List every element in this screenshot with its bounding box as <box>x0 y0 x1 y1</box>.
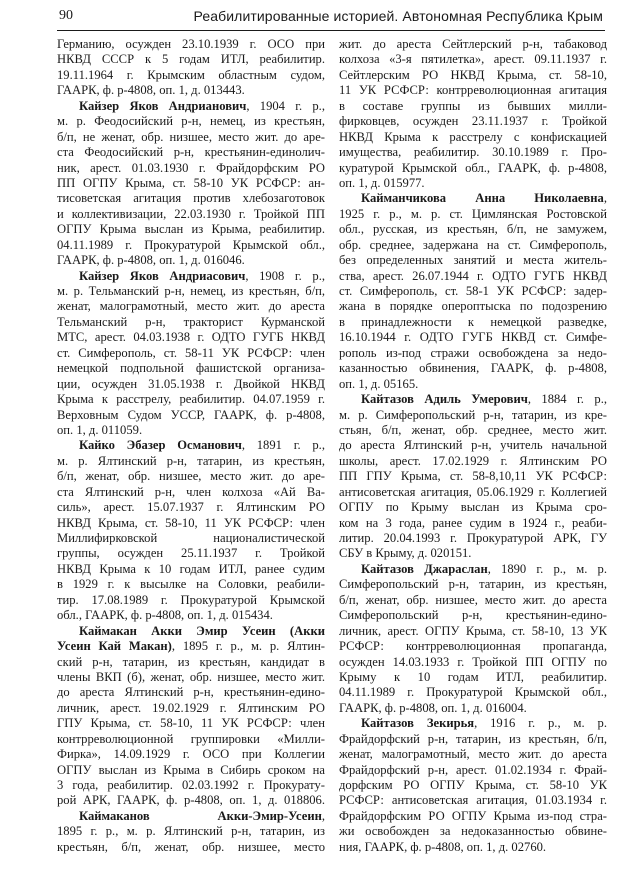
text-line <box>57 161 325 176</box>
text-line <box>57 778 325 793</box>
line-text: , 1904 г. р., <box>246 98 325 113</box>
text-line <box>57 423 325 438</box>
text-line <box>339 763 607 778</box>
line-text: обл., русская, из крестьян, б/п, не замужем, <box>339 222 607 237</box>
text-line <box>57 238 325 253</box>
line-text: ст. Симферополь, ст. 58-11 УК РСФСР: член <box>57 345 325 360</box>
line-text: рой АРК, ГААРК, ф. р-4808, оп. 1, д. 018806. <box>57 793 325 808</box>
text-line <box>339 191 607 206</box>
text-line <box>339 778 607 793</box>
line-text: немецкой подпольной фашистской организа- <box>57 361 325 376</box>
line-text: тисоветская агитация против хлебозаготовок <box>57 191 325 206</box>
line-text: 16.10.1944 г. ОДТО ГУГБ НКВД ст. Симфе- <box>339 330 607 345</box>
line-text: ста Ялтинский р-н, член колхоза «Ай Ва- <box>57 484 325 499</box>
line-text: антисоветская агитация, 05.06.1929 г. Коллегией <box>339 484 607 499</box>
text-line <box>57 716 325 731</box>
line-text: Сейтлерским РО НКВД Крыма, ст. 58-10, <box>339 67 607 82</box>
line-text: в принадлежности к немецкой разведке, <box>339 314 607 329</box>
line-text: до ареста Ялтинский р-н, учитель начальной <box>339 438 607 453</box>
line-text: куратурой Крымской обл., ГААРК, ф. р-4808, <box>339 160 607 175</box>
text-line <box>339 546 607 561</box>
text-line <box>57 763 325 778</box>
text-line <box>339 516 607 531</box>
text-line <box>57 577 325 592</box>
text-line <box>339 176 607 191</box>
text-line <box>339 361 607 376</box>
line-text: имущества, реабилитир. 30.10.1989 г. Про- <box>339 145 607 160</box>
line-text: НКВД Крыма, ст. 58-10, 11 УК РСФСР: член <box>57 515 325 530</box>
line-text: школы, арест. 17.02.1929 г. Ялтинским РО <box>339 453 607 468</box>
text-line <box>57 222 325 237</box>
text-line <box>57 747 325 762</box>
text-line <box>339 145 607 160</box>
entry-name: Кайко Эбазер Османович <box>79 438 242 453</box>
line-text: Миллифирковской националистической <box>57 531 325 545</box>
line-text: в 1929 г. к высылке на Соловки, реабили- <box>57 577 325 592</box>
line-text: Крыма к расстрелу, реабилитир. 04.07.1959 г. <box>57 392 325 407</box>
text-line <box>57 824 325 839</box>
text-line <box>339 114 607 129</box>
text-line <box>339 701 607 716</box>
header-rule <box>57 30 605 31</box>
text-line <box>339 469 607 484</box>
text-line <box>57 608 325 623</box>
line-text: рополь из-под стражи освобождена за недо- <box>339 345 607 360</box>
text-line <box>57 114 325 129</box>
line-text: крестьян, б/п, женат, обр. низшее, место <box>57 839 325 854</box>
text-line <box>339 284 607 299</box>
text-line <box>57 330 325 345</box>
text-line <box>339 161 607 176</box>
page-number: 90 <box>59 8 73 23</box>
text-line <box>339 207 607 222</box>
line-text: РСФСР: антисоветская агитация, 01.03.1934 г. <box>339 793 607 808</box>
text-line <box>339 222 607 237</box>
text-line <box>57 99 325 114</box>
text-line <box>339 624 607 639</box>
text-line <box>339 130 607 145</box>
text-line <box>339 809 607 824</box>
text-line <box>57 130 325 145</box>
text-line <box>339 655 607 670</box>
line-text: оп. 1, д. 015977. <box>339 175 425 190</box>
entry-name: Кайзер Яков Андриасович <box>79 268 246 283</box>
text-line <box>57 176 325 191</box>
text-line <box>339 824 607 839</box>
line-text: 1925 г. р., м. р. ст. Цимлянская Ростовской <box>339 206 607 221</box>
line-text: обр. среднее, задержана на ст. Симферополь, <box>339 237 607 252</box>
text-line <box>339 423 607 438</box>
text-line <box>57 408 325 423</box>
text-line <box>339 670 607 685</box>
text-line <box>57 670 325 685</box>
line-text: Верховным Судом УССР, ГААРК, ф. р-4808, <box>57 407 325 422</box>
text-line <box>339 253 607 268</box>
right-column <box>339 37 607 855</box>
text-line <box>339 562 607 577</box>
entry-name: Каймаканов Акки-Эмир-Усеин <box>79 808 322 823</box>
entry-name: Кайзер Яков Андрианович <box>79 98 247 113</box>
text-line <box>57 284 325 299</box>
text-line <box>339 639 607 654</box>
line-text: м. р. Тельманский р-н, немец, из крестьян, б/п, <box>57 284 325 298</box>
text-line <box>339 531 607 546</box>
line-text: Фрайдорфским РО ОГПУ Крыма из-под стра- <box>339 808 607 823</box>
text-line <box>57 485 325 500</box>
line-text: , 1908 г. р., <box>245 268 325 283</box>
line-text: женат, малограмотный, место жит. до ареста <box>339 747 607 762</box>
line-text: группы, осужден 25.11.1937 г. Тройкой <box>57 546 325 561</box>
text-line <box>57 685 325 700</box>
line-text: Тельманский р-н, тракторист Курманской <box>57 314 325 329</box>
text-line <box>57 68 325 83</box>
line-text: ния, ГААРК, ф. р-4808, оп. 1, д. 02760. <box>339 839 547 854</box>
text-line <box>339 238 607 253</box>
line-text: , 1891 г. р., <box>241 438 325 453</box>
text-line <box>339 577 607 592</box>
line-text: стьян, б/п, женат, обр. среднее, место жит. <box>339 422 607 437</box>
line-text: ский р-н, татарин, из крестьян, кандидат в <box>57 654 325 669</box>
line-text: Германию, осужден 23.10.1939 г. ОСО при <box>57 37 325 51</box>
line-text: литир. 20.04.1993 г. Прокуратурой АРК, ГУ <box>339 531 607 545</box>
text-line <box>57 516 325 531</box>
line-text: 04.11.1989 г. Прокуратурой Крымской обл., <box>57 237 325 252</box>
text-line <box>339 840 607 855</box>
text-line <box>339 732 607 747</box>
text-line <box>57 377 325 392</box>
text-line <box>339 99 607 114</box>
text-line <box>339 500 607 515</box>
text-line <box>339 377 607 392</box>
line-text: ОГПУ Крыма выслан из Крыма, реабилитир. <box>57 222 325 237</box>
text-line <box>57 299 325 314</box>
text-line <box>57 793 325 808</box>
text-line <box>339 299 607 314</box>
line-text: без определенных занятий и места житель- <box>339 253 607 268</box>
line-text: Фрайдорфский р-н, татарин, из крестьян, б/п, <box>339 731 607 746</box>
line-text: ГПУ Крыма, ст. 58-10, 11 УК РСФСР: член <box>57 716 325 731</box>
text-line <box>339 346 607 361</box>
line-text: в составе группы из бывших милли- <box>339 98 607 113</box>
line-text: 3 года, реабилитир. 02.03.1992 г. Прокурату- <box>57 778 325 792</box>
text-line <box>57 840 325 855</box>
text-line <box>57 145 325 160</box>
text-line <box>57 732 325 747</box>
text-line <box>57 392 325 407</box>
text-line <box>339 593 607 608</box>
text-line <box>339 392 607 407</box>
line-text: члены ВКП (б), женат, обр. низшее, место жит. <box>57 669 325 684</box>
entry-name: Каймакан Акки Эмир Усеин (Акки <box>79 623 325 638</box>
line-text: Крыму к 10 годам ИТЛ, реабилитир. <box>339 669 607 684</box>
page-header <box>57 6 605 28</box>
text-line <box>57 593 325 608</box>
line-text: 19.11.1964 г. Крымским областным судом, <box>57 67 325 82</box>
text-line <box>57 639 325 654</box>
text-line <box>339 330 607 345</box>
text-line <box>57 500 325 515</box>
text-line <box>339 83 607 98</box>
line-text: личник, арест. 19.02.1929 г. Ялтинским РО <box>57 700 325 715</box>
line-text: тир. 17.08.1989 г. Прокуратурой Крымской <box>57 592 325 607</box>
line-text: женат, малограмотный, место жит. до ареста <box>57 299 325 314</box>
line-text: б/п, женат, обр. низшее, место жит. до ареста <box>339 592 607 607</box>
entry-name: Кайтазов Джараслан <box>361 561 488 576</box>
text-line <box>339 269 607 284</box>
line-text: ства, арест. 26.07.1944 г. ОДТО ГУГБ НКВД <box>339 268 607 283</box>
text-line <box>339 485 607 500</box>
text-line <box>57 83 325 98</box>
text-line <box>57 469 325 484</box>
text-line <box>57 52 325 67</box>
text-line <box>57 191 325 206</box>
line-text: НКВД Крыма к 10 годам ИТЛ, ранее судим <box>57 561 325 576</box>
line-text: личник, арест. ОГПУ Крыма, ст. 58-10, 13 УК <box>339 623 607 638</box>
text-line <box>57 269 325 284</box>
line-text: ник, арест. 01.03.1930 г. Фрайдорфским РО <box>57 160 325 175</box>
text-line <box>339 608 607 623</box>
line-text: и коллективизации, 22.03.1930 г. Тройкой ПП <box>57 206 325 221</box>
line-text: , 1890 г. р., м. р. <box>487 561 607 576</box>
line-text: жана в порядке опероптыска по подозрению <box>339 299 607 314</box>
line-text: РСФСР: контрреволюционная пропаганда, <box>339 639 607 654</box>
text-line <box>339 747 607 762</box>
text-line <box>57 562 325 577</box>
line-text: 1895 г. р., м. р. Ялтинский р-н, татарин, из <box>57 824 325 839</box>
left-column <box>57 37 325 855</box>
line-text: ПП ОГПУ Крыма, ст. 58-10 УК РСФСР: ан- <box>57 175 325 190</box>
entry-name: Усеин Кай Макан) <box>57 639 172 654</box>
line-text: обл., ГААРК, ф. р-4808, оп. 1, д. 015434. <box>57 608 273 623</box>
line-text: б/п, не женат, обр. низшее, место жит. до аре- <box>57 129 325 144</box>
text-line <box>57 253 325 268</box>
line-text: ОГПУ по Крыму выслан из Крыма сро- <box>339 500 607 515</box>
line-text: НКВД СССР к 5 годам ИТЛ, реабилитир. <box>57 52 325 67</box>
line-text: фирковцев, осужден 23.11.1937 г. Тройкой <box>339 114 607 129</box>
entry-name: Кайтазов Зекирья <box>361 716 475 731</box>
text-line <box>57 315 325 330</box>
text-line <box>339 408 607 423</box>
text-line <box>339 315 607 330</box>
line-text: жит. до ареста Сейтлерский р-н, табаковод <box>339 37 607 51</box>
text-line <box>339 438 607 453</box>
line-text: оп. 1, д. 011059. <box>57 422 143 437</box>
line-text: Симферопольский р-н, крестьянин-едино- <box>339 608 607 623</box>
line-text: Симферопольский р-н, татарин, из крестьян, <box>339 577 607 592</box>
text-line <box>57 346 325 361</box>
line-text: Фрайдорфский р-н, арест. 01.02.1934 г. Фрай- <box>339 762 607 777</box>
line-text: ПП ГПУ Крыма, ст. 58-8,10,11 УК РСФСР: <box>339 469 607 484</box>
text-line <box>57 37 325 52</box>
text-line <box>339 454 607 469</box>
text-line <box>57 546 325 561</box>
text-line <box>57 361 325 376</box>
line-text: , 1916 г. р., м. р. <box>474 716 607 731</box>
line-text: , 1895 г. р., м. р. Ялтин- <box>171 639 325 654</box>
entry-name: Кайтазов Адиль Умерович <box>361 392 528 407</box>
line-text: 11 УК РСФСР: контрреволюционная агитация <box>339 83 607 98</box>
line-text: осужден 14.03.1933 г. Тройкой ПП ОГПУ по <box>339 654 607 669</box>
line-text: м. р. Феодосийский р-н, немец, из крестьян, <box>57 114 325 129</box>
line-text: силь», арест. 15.07.1937 г. Ялтинским РО <box>57 500 325 515</box>
line-text: 04.11.1989 г. Прокуратурой Крымской обл., <box>339 685 607 700</box>
text-line <box>57 624 325 639</box>
text-line <box>57 809 325 824</box>
line-text: ОГПУ выслан из Крыма в Сибирь сроком на <box>57 762 325 777</box>
line-text: жи освобожден за недоказанностью обвине- <box>339 824 607 839</box>
text-line <box>57 438 325 453</box>
line-text: колхоза «3-я пятилетка», арест. 09.11.1937 г. <box>339 52 607 67</box>
entry-name: Кайманчикова Анна Николаевна <box>361 191 604 206</box>
text-line <box>57 207 325 222</box>
running-title: Реабилитированные историей. Автономная Республика Крым <box>193 8 603 24</box>
line-text: СБУ в Крыму, д. 020151. <box>339 546 472 561</box>
line-text: до ареста Ялтинский р-н, крестьянин-едино- <box>57 685 325 700</box>
line-text: , <box>603 191 607 206</box>
line-text: ГААРК, ф. р-4808, оп. 1, д. 016046. <box>57 253 245 268</box>
text-line <box>339 52 607 67</box>
line-text: ст. Симферополь, ст. 58-1 УК РСФСР: задер- <box>339 284 607 298</box>
line-text: ста Феодосийский р-н, крестьянин-единолич- <box>57 145 325 160</box>
text-line <box>339 37 607 52</box>
line-text: оп. 1, д. 05165. <box>339 376 419 391</box>
line-text: Фирка», 14.09.1929 г. ОСО при Коллегии <box>57 747 325 762</box>
text-line <box>57 701 325 716</box>
line-text: НКВД Крыма к расстрелу с конфискацией <box>339 129 607 144</box>
line-text: казанностью обвинения, ГААРК, ф. р-4808, <box>339 361 607 376</box>
line-text: м. р. Симферопольский р-н, татарин, из кре- <box>339 407 607 422</box>
line-text: , <box>321 808 325 823</box>
text-line <box>339 685 607 700</box>
line-text: ГААРК, ф. р-4808, оп. 1, д. 013443. <box>57 83 245 98</box>
text-line <box>339 68 607 83</box>
line-text: , 1884 г. р., <box>527 392 607 407</box>
text-line <box>57 655 325 670</box>
line-text: ком на 3 года, ранее судим в 1924 г., реаби- <box>339 515 607 530</box>
line-text: дорфским РО ОГПУ Крыма, ст. 58-10 УК <box>339 778 607 792</box>
text-line <box>339 716 607 731</box>
line-text: контрреволюционной группировки «Милли- <box>57 731 325 746</box>
line-text: ГААРК, ф. р-4808, оп. 1, д. 016004. <box>339 700 527 715</box>
line-text: ции, осужден 31.05.1938 г. Двойкой НКВД <box>57 376 325 391</box>
text-line <box>57 454 325 469</box>
line-text: м. р. Ялтинский р-н, татарин, из крестьян, <box>57 453 325 468</box>
text-line <box>57 531 325 546</box>
line-text: б/п, женат, обр. низшее, место жит. до аре- <box>57 469 325 484</box>
text-line <box>339 793 607 808</box>
line-text: МТС, арест. 04.03.1938 г. ОДТО ГУГБ НКВД <box>57 330 325 345</box>
